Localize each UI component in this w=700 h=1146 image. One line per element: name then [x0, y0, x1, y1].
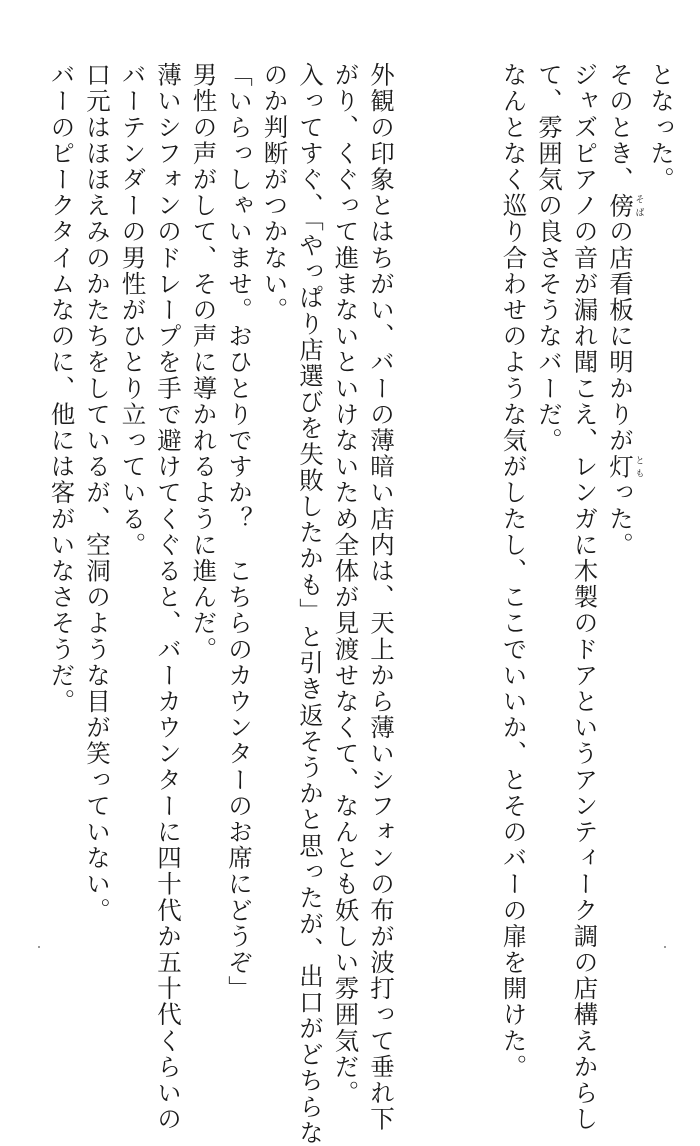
text-segment: バーテンダーの男性がひとり立っている。 — [118, 62, 148, 558]
ruby-annotated-kanji — [606, 192, 644, 219]
text-segment: となった。 — [647, 62, 676, 193]
text-segment: のか判断がつかない。 — [260, 62, 290, 323]
text-line — [328, 62, 364, 1146]
paragraph-block-2 — [44, 62, 399, 1146]
text-line — [644, 62, 680, 1132]
text-segment: 男性の声がして、その声に導かれるように進んだ。 — [189, 62, 219, 663]
page-edge-mark-right — [664, 946, 666, 948]
text-line — [532, 62, 568, 1132]
text-line — [80, 62, 116, 1146]
text-line — [567, 62, 603, 1132]
text-line — [257, 62, 293, 1146]
text-line — [364, 62, 400, 1146]
text-segment: 「いらっしゃいませ。おひとりですか？ こちらのカウンターのお席にどうぞ」 — [225, 62, 254, 1002]
text-segment: 外観の印象とはちがい、バーの薄暗い店内は、天上から薄いシフォンの布が波打って垂れ下 — [367, 62, 396, 1133]
text-line — [186, 62, 222, 1146]
text-segment: 口元はほほえみのかたちをしているが、空洞のような目が笑っていない。 — [83, 62, 112, 924]
text-line — [115, 62, 151, 1146]
text-line — [44, 62, 80, 1146]
text-line — [496, 62, 532, 1132]
text-line — [293, 62, 329, 1146]
text-segment: った。 — [606, 479, 635, 558]
text-segment: そのとき、 — [606, 62, 635, 193]
page-edge-mark-left — [38, 946, 40, 948]
ruby-annotated-kanji — [606, 453, 644, 480]
text-segment: 薄いシフォンのドレープを手で避けてくぐると、バーカウンターに四十代か五十代くらいの — [154, 62, 183, 1133]
ruby-reading: とも — [633, 453, 644, 480]
text-segment: 入ってすぐ、「やっぱり店選びを失敗したかも」と引き返そうかと思ったが、出口がどちらな — [296, 62, 325, 1146]
text-line — [603, 62, 644, 1132]
ruby-base: 傍 — [606, 192, 635, 219]
text-segment: バーのピークタイムなのに、他には客がいなさそうだ。 — [47, 62, 77, 715]
paragraph-block-1 — [496, 62, 679, 1132]
text-segment: て、雰囲気の良さそうなバーだ。 — [535, 62, 564, 454]
text-segment: の店看板に明かりが — [606, 218, 635, 454]
text-segment: ジャズピアノの音が漏れ聞こえ、レンガに木製のドアというアンティーク調の店構えからし — [570, 62, 600, 1133]
ruby-base: 灯 — [606, 453, 635, 480]
text-line — [222, 62, 258, 1146]
text-line — [151, 62, 187, 1146]
text-segment: なんとなく巡り合わせのような気がしたし、ここでいいか、とそのバーの扉を開けた。 — [499, 62, 529, 1080]
ruby-reading: そば — [633, 192, 644, 219]
text-segment: がり、くぐって進まないといけないため全体が見渡せなくて、なんとも妖しい雰囲気だ。 — [331, 62, 361, 1106]
